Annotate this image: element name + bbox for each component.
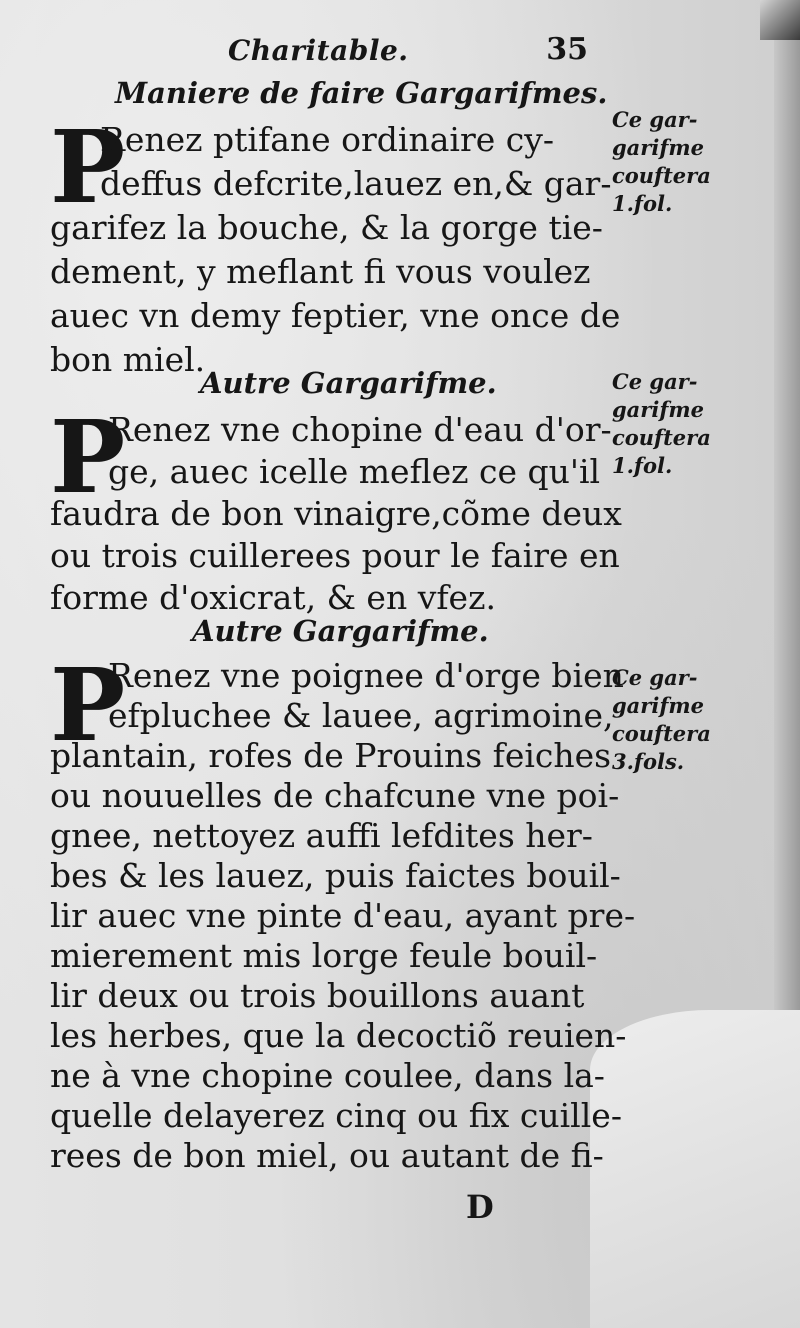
text-line: Renez vne poignee d'orge bien bbox=[108, 656, 624, 695]
page-number: 35 bbox=[546, 32, 588, 67]
text-line: Renez ptifane ordinaire cy- bbox=[100, 120, 555, 159]
section-heading: Autre Gargarifme. bbox=[192, 614, 489, 648]
marginal-note bbox=[612, 106, 732, 218]
marginal-note-line: garifme bbox=[612, 693, 704, 718]
text-line: lir auec vne pinte d'eau, ayant pre- bbox=[50, 896, 636, 935]
text-line: gnee, nettoyez auffi lefdites her- bbox=[50, 816, 593, 855]
text-line: faudra de bon vinaigre,cõme deux bbox=[50, 494, 622, 533]
marginal-note-line: garifme bbox=[612, 397, 704, 422]
marginal-note-line: couftera bbox=[612, 721, 711, 746]
text-line: forme d'oxicrat, & en vfez. bbox=[50, 578, 496, 617]
text-line: auec vn demy feptier, vne once de bbox=[50, 296, 621, 335]
running-head-title: Charitable. bbox=[228, 34, 409, 67]
text-line: plantain, rofes de Prouins feiches bbox=[50, 736, 612, 775]
marginal-note-line: 1.fol. bbox=[612, 453, 673, 478]
text-line: ou trois cuillerees pour le faire en bbox=[50, 536, 620, 575]
text-line: bon miel. bbox=[50, 340, 206, 379]
marginal-note-line: Ce gar- bbox=[612, 107, 698, 132]
marginal-note-line: 1.fol. bbox=[612, 191, 673, 216]
marginal-note-line: couftera bbox=[612, 163, 711, 188]
marginal-note-line: 3.fols. bbox=[612, 749, 685, 774]
text-line: garifez la bouche, & la gorge tie- bbox=[50, 208, 603, 247]
marginal-note bbox=[612, 664, 732, 776]
text-line: quelle delayerez cinq ou fix cuille- bbox=[50, 1096, 622, 1135]
text-line: bes & les lauez, puis faictes bouil- bbox=[50, 856, 621, 895]
marginal-note-line: couftera bbox=[612, 425, 711, 450]
marginal-note bbox=[612, 368, 732, 480]
torn-paper-patch bbox=[590, 1010, 800, 1328]
text-line: les herbes, que la decoctiõ reuien- bbox=[50, 1016, 627, 1055]
text-line: lir deux ou trois bouillons auant bbox=[50, 976, 585, 1015]
text-line: mierement mis lorge feule bouil- bbox=[50, 936, 598, 975]
drop-cap: P bbox=[50, 398, 126, 516]
text-line: efpluchee & lauee, agrimoine, bbox=[108, 696, 614, 735]
text-line: ge, auec icelle meflez ce qu'il bbox=[108, 452, 601, 491]
text-line: Renez vne chopine d'eau d'or- bbox=[108, 410, 612, 449]
drop-cap: P bbox=[50, 646, 126, 764]
signature-mark: D bbox=[466, 1188, 494, 1226]
text-line: deffus defcrite,lauez en,& gar- bbox=[100, 164, 612, 203]
running-head bbox=[228, 32, 588, 72]
text-line: dement, y meflant fi vous voulez bbox=[50, 252, 591, 291]
page-corner-shadow bbox=[760, 0, 800, 40]
marginal-note-line: garifme bbox=[612, 135, 704, 160]
section-heading: Maniere de faire Gargarifmes. bbox=[115, 76, 608, 110]
drop-cap: P bbox=[50, 108, 126, 226]
text-line: ne à vne chopine coulee, dans la- bbox=[50, 1056, 605, 1095]
section-heading: Autre Gargarifme. bbox=[200, 366, 497, 400]
text-line: ou nouuelles de chafcune vne poi- bbox=[50, 776, 620, 815]
marginal-note-line: Ce gar- bbox=[612, 369, 698, 394]
marginal-note-line: Ce gar- bbox=[612, 665, 698, 690]
text-line: rees de bon miel, ou autant de fi- bbox=[50, 1136, 604, 1175]
